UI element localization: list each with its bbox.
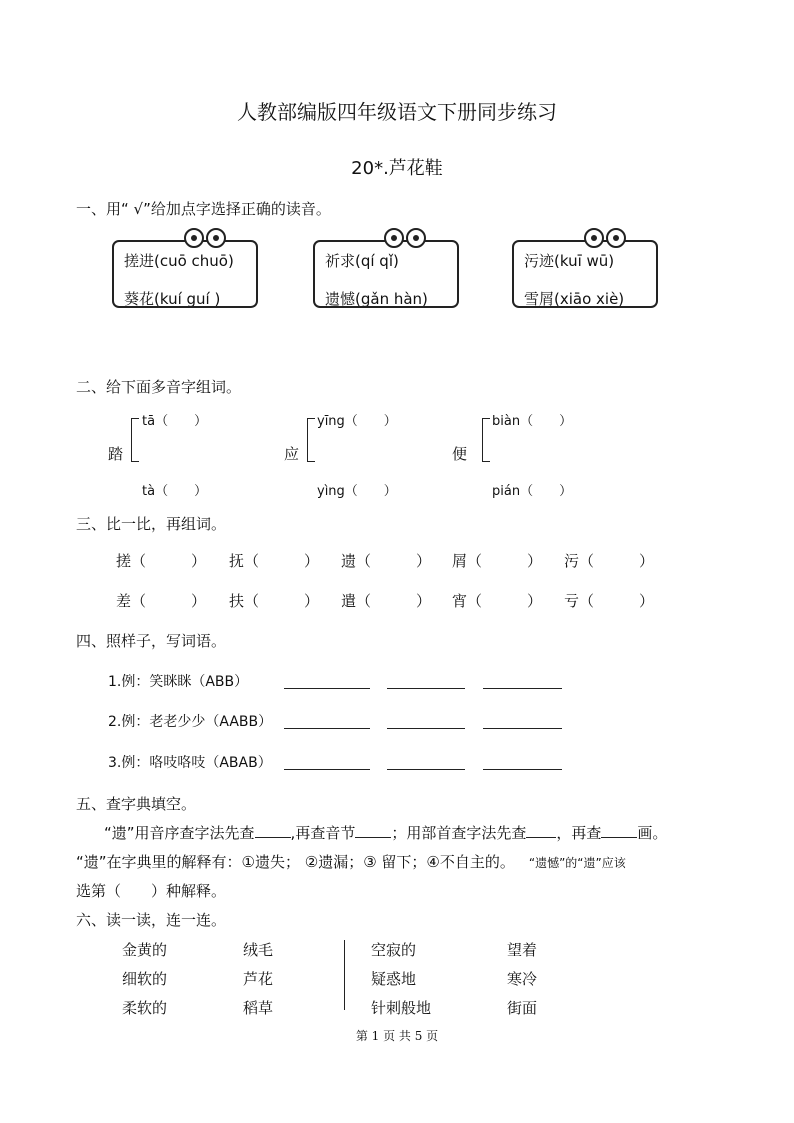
answer-blank[interactable] bbox=[284, 727, 370, 729]
page-title: 人教部编版四年级语文下册同步练习 bbox=[237, 100, 557, 124]
section1-heading: 一、用“ √”给加点字选择正确的读音。 bbox=[76, 200, 331, 218]
brace-mark bbox=[482, 418, 490, 462]
compare-word: 扶（ ） bbox=[229, 592, 320, 610]
compare-word: 遣（ ） bbox=[341, 592, 432, 610]
match-word[interactable]: 芦花 bbox=[243, 970, 274, 988]
compare-word: 差（ ） bbox=[116, 592, 207, 610]
polyphone-char: 便 bbox=[452, 445, 468, 463]
match-word[interactable]: 柔软的 bbox=[122, 999, 168, 1017]
answer-blank[interactable] bbox=[387, 687, 465, 689]
compare-word: 亏（ ） bbox=[564, 592, 655, 610]
page-footer: 第 1 页 共 5 页 bbox=[355, 1029, 439, 1043]
dict-text: ，再查 bbox=[556, 824, 602, 842]
match-word[interactable]: 街面 bbox=[507, 999, 538, 1017]
answer-blank[interactable] bbox=[483, 768, 562, 770]
card1-line1: 搓进(cuō chuō) bbox=[124, 252, 234, 270]
match-word[interactable]: 疑惑地 bbox=[371, 970, 417, 988]
lesson-title: 20*.芦花鞋 bbox=[351, 158, 443, 179]
brace-mark bbox=[307, 418, 315, 462]
dict-text: 画。 bbox=[637, 824, 668, 842]
pinyin-card-3 bbox=[512, 240, 658, 308]
pinyin-bottom: tà（ ） bbox=[142, 484, 208, 499]
pinyin-top: tā（ ） bbox=[142, 414, 208, 429]
compare-word: 搓（ ） bbox=[116, 552, 207, 570]
column-divider bbox=[344, 940, 345, 1010]
polyphone-char: 踏 bbox=[108, 445, 124, 463]
section4-heading: 四、照样子，写词语。 bbox=[76, 632, 227, 650]
card1-eyes-icon bbox=[184, 228, 226, 248]
section6-heading: 六、读一读，连一连。 bbox=[76, 911, 227, 929]
dict-text: ,再查音节 bbox=[290, 824, 356, 842]
pinyin-bottom: pián（ ） bbox=[492, 484, 573, 499]
compare-word: 抚（ ） bbox=[229, 552, 320, 570]
card2-line2: 遗憾(gǎn hàn) bbox=[325, 290, 428, 308]
fill-blank[interactable] bbox=[255, 837, 291, 838]
card3-line2: 雪屑(xiāo xiè) bbox=[524, 290, 625, 308]
pinyin-top: yīng（ ） bbox=[317, 414, 397, 429]
match-word[interactable]: 望着 bbox=[507, 941, 538, 959]
dict-text: “遗”用音序查字法先查 bbox=[104, 824, 255, 842]
fill-blank[interactable] bbox=[526, 837, 556, 838]
match-word[interactable]: 针刺般地 bbox=[371, 999, 432, 1017]
match-word[interactable]: 金黄的 bbox=[122, 941, 168, 959]
answer-blank[interactable] bbox=[284, 687, 370, 689]
compare-word: 污（ ） bbox=[564, 552, 655, 570]
match-word[interactable]: 稻草 bbox=[243, 999, 274, 1017]
compare-word: 屑（ ） bbox=[452, 552, 543, 570]
dictionary-line-3: 选第（ ）种解释。 bbox=[76, 882, 227, 900]
card1-line2: 葵花(kuí guí ) bbox=[124, 290, 221, 308]
pinyin-card-2 bbox=[313, 240, 459, 308]
section3-heading: 三、比一比，再组词。 bbox=[76, 515, 227, 533]
dictionary-line-2 bbox=[76, 851, 626, 872]
match-word[interactable]: 寒冷 bbox=[507, 970, 538, 988]
pinyin-card-1 bbox=[112, 240, 258, 308]
example-item-1: 1.例：笑眯眯（ABB） bbox=[108, 674, 249, 690]
fill-blank[interactable] bbox=[601, 837, 637, 838]
section5-heading: 五、查字典填空。 bbox=[76, 795, 197, 813]
match-word[interactable]: 绒毛 bbox=[243, 941, 274, 959]
brace-mark bbox=[131, 418, 139, 462]
card3-line1: 污迹(kuī wū) bbox=[524, 252, 615, 270]
answer-blank[interactable] bbox=[483, 687, 562, 689]
section2-heading: 二、给下面多音字组词。 bbox=[76, 378, 242, 396]
card2-line1: 祈求(qí qǐ) bbox=[325, 252, 399, 270]
dict-text-small: “遗憾”的“遗”应该 bbox=[528, 856, 626, 870]
example-item-2: 2.例：老老少少（AABB） bbox=[108, 714, 273, 730]
answer-blank[interactable] bbox=[387, 727, 465, 729]
pinyin-top: biàn（ ） bbox=[492, 414, 573, 429]
answer-blank[interactable] bbox=[483, 727, 562, 729]
polyphone-char: 应 bbox=[284, 445, 300, 463]
match-word[interactable]: 空寂的 bbox=[371, 941, 417, 959]
pinyin-bottom: yìng（ ） bbox=[317, 484, 397, 499]
fill-blank[interactable] bbox=[355, 837, 391, 838]
dict-text: “遗”在字典里的解释有：①遗失； ②遗漏；③ 留下；④不自主的。 bbox=[76, 853, 515, 871]
dict-text: ；用部首查字法先查 bbox=[391, 824, 527, 842]
match-word[interactable]: 细软的 bbox=[122, 970, 168, 988]
compare-word: 宵（ ） bbox=[452, 592, 543, 610]
dictionary-line-1 bbox=[104, 822, 667, 843]
card2-eyes-icon bbox=[384, 228, 426, 248]
compare-word: 遗（ ） bbox=[341, 552, 432, 570]
answer-blank[interactable] bbox=[387, 768, 465, 770]
example-item-3: 3.例：咯吱咯吱（ABAB） bbox=[108, 755, 272, 771]
card3-eyes-icon bbox=[584, 228, 626, 248]
answer-blank[interactable] bbox=[284, 768, 370, 770]
